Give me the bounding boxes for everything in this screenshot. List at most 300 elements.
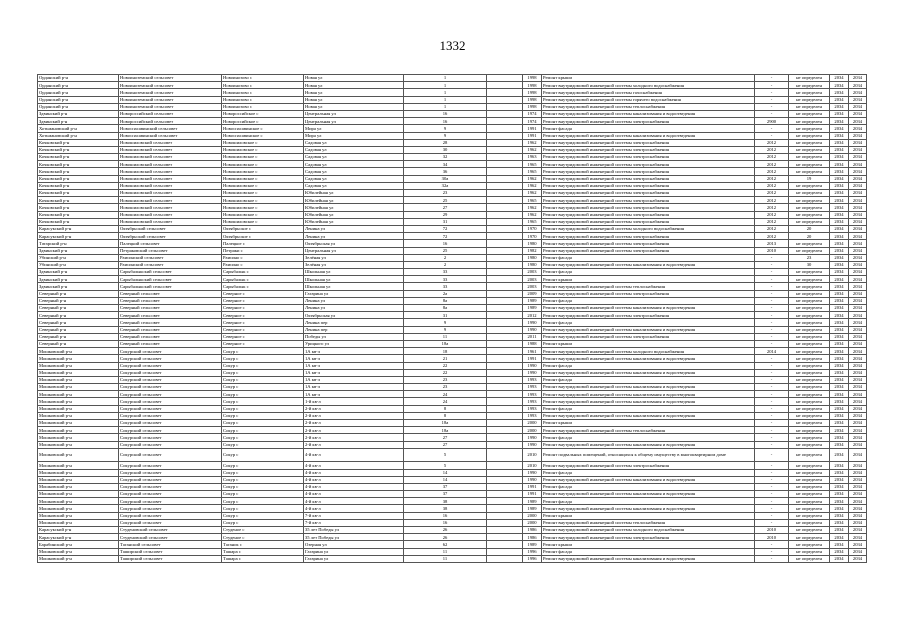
cell-settlement: Сокур с bbox=[222, 483, 304, 490]
cell-house: 27 bbox=[404, 434, 487, 441]
cell-letter bbox=[487, 261, 523, 268]
cell-settlement: Сокур с bbox=[222, 355, 304, 362]
cell-work: Ремонт фасада bbox=[542, 254, 755, 261]
cell-district: Мошковский р-н bbox=[38, 512, 119, 519]
cell-letter bbox=[487, 355, 523, 362]
cell-work: Ремонт фасада bbox=[542, 469, 755, 476]
cell-council: Новошиловский сельсовет bbox=[119, 197, 222, 204]
table-row bbox=[38, 541, 867, 548]
cell-end: 2034 bbox=[849, 312, 867, 319]
cell-council: Таганский сельсовет bbox=[119, 541, 222, 548]
cell-street: Мира ул bbox=[304, 132, 404, 139]
cell-work: Ремонт внутридомовой инженерной системы электроснабжения bbox=[542, 233, 755, 240]
table-row bbox=[38, 391, 867, 398]
cell-council: Сокурский сельсовет bbox=[119, 441, 222, 448]
cell-period: не определен bbox=[789, 441, 830, 448]
cell-street: Ленина ул bbox=[304, 305, 404, 312]
cell-period: не определен bbox=[789, 240, 830, 247]
cell-letter bbox=[487, 96, 523, 103]
table-row bbox=[38, 448, 867, 462]
cell-district: Мошковский р-н bbox=[38, 469, 119, 476]
cell-end: 2034 bbox=[849, 476, 867, 483]
cell-letter bbox=[487, 340, 523, 347]
table-row bbox=[38, 398, 867, 405]
cell-settlement: Сокур с bbox=[222, 505, 304, 512]
cell-district: Здвинский р-н bbox=[38, 118, 119, 125]
cell-start: 2034 bbox=[830, 283, 849, 290]
cell-cost: - bbox=[755, 261, 789, 268]
cell-house: 14 bbox=[404, 476, 487, 483]
cell-start: 2034 bbox=[830, 89, 849, 96]
cell-work: Ремонт внутридомовой инженерной системы теплоснабжения bbox=[542, 103, 755, 110]
cell-cost: - bbox=[755, 132, 789, 139]
cell-letter bbox=[487, 527, 523, 534]
cell-street: Садовая ул bbox=[304, 146, 404, 153]
table-row bbox=[38, 548, 867, 555]
cell-cost: 2012 bbox=[755, 139, 789, 146]
cell-start: 2034 bbox=[830, 355, 849, 362]
cell-period: не определен bbox=[789, 469, 830, 476]
cell-letter bbox=[487, 326, 523, 333]
cell-letter bbox=[487, 512, 523, 519]
cell-letter bbox=[487, 175, 523, 182]
cell-district: Кочковский р-н bbox=[38, 175, 119, 182]
cell-year: 1998 bbox=[523, 82, 542, 89]
cell-district: Карасукский р-н bbox=[38, 527, 119, 534]
cell-start: 2034 bbox=[830, 376, 849, 383]
cell-end: 2034 bbox=[849, 555, 867, 562]
cell-start: 2034 bbox=[830, 398, 849, 405]
cell-start: 2034 bbox=[830, 118, 849, 125]
cell-council: Северный сельсовет bbox=[119, 319, 222, 326]
cell-district: Кочковский р-н bbox=[38, 182, 119, 189]
cell-cost: 2012 bbox=[755, 161, 789, 168]
cell-work: Ремонт внутридомовой инженерной системы теплоснабжения bbox=[542, 283, 755, 290]
table-row bbox=[38, 103, 867, 110]
cell-district: Убинский р-н bbox=[38, 261, 119, 268]
cell-cost: 2900 bbox=[755, 118, 789, 125]
cell-year: 1990 bbox=[523, 469, 542, 476]
cell-street: Новая ул bbox=[304, 96, 404, 103]
cell-council: Сокурский сельсовет bbox=[119, 434, 222, 441]
cell-end: 2034 bbox=[849, 519, 867, 526]
cell-end: 2034 bbox=[849, 541, 867, 548]
cell-end: 2034 bbox=[849, 441, 867, 448]
cell-work: Ремонт внутридомовой инженерной системы электроснабжения bbox=[542, 333, 755, 340]
cell-end: 2034 bbox=[849, 103, 867, 110]
table-row bbox=[38, 340, 867, 347]
cell-house: 18а bbox=[404, 420, 487, 427]
cell-cost: - bbox=[755, 312, 789, 319]
cell-work: Ремонт внутридомовой инженерной системы канализования и водоотведения bbox=[542, 355, 755, 362]
cell-start: 2034 bbox=[830, 319, 849, 326]
cell-letter bbox=[487, 146, 523, 153]
cell-end: 2034 bbox=[849, 240, 867, 247]
cell-period: не определен bbox=[789, 448, 830, 462]
cell-work: Ремонт внутридомовой инженерной системы электроснабжения bbox=[542, 154, 755, 161]
table-row bbox=[38, 476, 867, 483]
cell-cost: - bbox=[755, 82, 789, 89]
cell-work: Ремонт внутридомовой инженерной системы электроснабжения bbox=[542, 175, 755, 182]
cell-council: Новоиноземский сельсовет bbox=[119, 103, 222, 110]
cell-cost: 2012 bbox=[755, 154, 789, 161]
cell-district: Кочковский р-н bbox=[38, 190, 119, 197]
cell-year: 1962 bbox=[523, 146, 542, 153]
cell-street: Ленина ул bbox=[304, 233, 404, 240]
cell-work: Ремонт фасада bbox=[542, 319, 755, 326]
cell-street: 7-й кв-л bbox=[304, 512, 404, 519]
cell-house: 24 bbox=[404, 398, 487, 405]
cell-street: 2-й кв-л bbox=[304, 441, 404, 448]
cell-end: 2034 bbox=[849, 362, 867, 369]
cell-year: 1990 bbox=[523, 362, 542, 369]
cell-house: 22 bbox=[404, 369, 487, 376]
cell-street: 1А кв-л bbox=[304, 384, 404, 391]
cell-street: Новая ул bbox=[304, 103, 404, 110]
cell-letter bbox=[487, 132, 523, 139]
cell-start: 2034 bbox=[830, 420, 849, 427]
cell-council: Новошиловский сельсовет bbox=[119, 182, 222, 189]
cell-house: 26 bbox=[404, 534, 487, 541]
table-row bbox=[38, 297, 867, 304]
cell-period: не определен bbox=[789, 204, 830, 211]
cell-work: Ремонт фасада bbox=[542, 269, 755, 276]
cell-house: 21 bbox=[404, 355, 487, 362]
cell-year: 1993 bbox=[523, 376, 542, 383]
table-row bbox=[38, 283, 867, 290]
cell-district: Мошковский р-н bbox=[38, 348, 119, 355]
cell-settlement: Октябрьское с bbox=[222, 233, 304, 240]
cell-start: 2034 bbox=[830, 110, 849, 117]
cell-end: 2034 bbox=[849, 132, 867, 139]
cell-house: 38 bbox=[404, 498, 487, 505]
cell-year: 1990 bbox=[523, 476, 542, 483]
cell-cost: - bbox=[755, 491, 789, 498]
cell-letter bbox=[487, 211, 523, 218]
cell-street: Юбилейная ул bbox=[304, 197, 404, 204]
cell-end: 2034 bbox=[849, 261, 867, 268]
cell-settlement: Раисино с bbox=[222, 261, 304, 268]
cell-cost: 2012 bbox=[755, 233, 789, 240]
cell-settlement: Сокур с bbox=[222, 498, 304, 505]
cell-street: Гагарина ул bbox=[304, 555, 404, 562]
cell-district: Мошковский р-н bbox=[38, 505, 119, 512]
cell-district: Мошковский р-н bbox=[38, 441, 119, 448]
cell-house: 1 bbox=[404, 89, 487, 96]
cell-year: 1998 bbox=[523, 103, 542, 110]
cell-house: 23 bbox=[404, 376, 487, 383]
cell-period: не определен bbox=[789, 312, 830, 319]
cell-house: 16 bbox=[404, 519, 487, 526]
cell-year: 2003 bbox=[523, 276, 542, 283]
cell-year: 1965 bbox=[523, 168, 542, 175]
cell-end: 2034 bbox=[849, 333, 867, 340]
cell-settlement: Сокур с bbox=[222, 434, 304, 441]
cell-council: Новошиловский сельсовет bbox=[119, 211, 222, 218]
table-body bbox=[38, 75, 867, 563]
cell-start: 2034 bbox=[830, 448, 849, 462]
table-row bbox=[38, 312, 867, 319]
cell-council: Сокурский сельсовет bbox=[119, 427, 222, 434]
cell-street: Юбилейная ул bbox=[304, 218, 404, 225]
cell-end: 2034 bbox=[849, 376, 867, 383]
cell-district: Здвинский р-н bbox=[38, 276, 119, 283]
cell-period: не определен bbox=[789, 434, 830, 441]
cell-letter bbox=[487, 82, 523, 89]
cell-street: 4-й кв-л bbox=[304, 483, 404, 490]
cell-work: Ремонт крыши bbox=[542, 340, 755, 347]
cell-house: 72 bbox=[404, 225, 487, 232]
cell-council: Сокурский сельсовет bbox=[119, 483, 222, 490]
cell-council: Новошиловский сельсовет bbox=[119, 218, 222, 225]
cell-letter bbox=[487, 434, 523, 441]
cell-cost: - bbox=[755, 505, 789, 512]
cell-end: 2034 bbox=[849, 420, 867, 427]
cell-start: 2034 bbox=[830, 527, 849, 534]
cell-council: Сокурский сельсовет bbox=[119, 376, 222, 383]
cell-house: 8 bbox=[404, 412, 487, 419]
table-row bbox=[38, 161, 867, 168]
cell-year: 1974 bbox=[523, 110, 542, 117]
cell-cost: 2012 bbox=[755, 175, 789, 182]
cell-start: 2034 bbox=[830, 541, 849, 548]
cell-street: 4-й кв-л bbox=[304, 505, 404, 512]
cell-district: Кочковский р-н bbox=[38, 154, 119, 161]
cell-district: Мошковский р-н bbox=[38, 555, 119, 562]
cell-street: Садовая ул bbox=[304, 168, 404, 175]
cell-street: Зелёная ул bbox=[304, 261, 404, 268]
cell-district: Орданский р-н bbox=[38, 89, 119, 96]
cell-end: 2034 bbox=[849, 412, 867, 419]
cell-cost: 2012 bbox=[755, 197, 789, 204]
cell-period: не определен bbox=[789, 548, 830, 555]
cell-council: Северный сельсовет bbox=[119, 297, 222, 304]
cell-district: Орданский р-н bbox=[38, 82, 119, 89]
cell-district: Мошковский р-н bbox=[38, 398, 119, 405]
cell-year: 1989 bbox=[523, 297, 542, 304]
cell-end: 2034 bbox=[849, 340, 867, 347]
cell-letter bbox=[487, 197, 523, 204]
cell-start: 2034 bbox=[830, 139, 849, 146]
cell-council: Новоиноземский сельсовет bbox=[119, 89, 222, 96]
cell-cost: - bbox=[755, 384, 789, 391]
table-row bbox=[38, 75, 867, 82]
cell-letter bbox=[487, 190, 523, 197]
cell-period: не определен bbox=[789, 319, 830, 326]
cell-end: 2034 bbox=[849, 247, 867, 254]
cell-cost: 2012 bbox=[755, 146, 789, 153]
cell-settlement: Палецкое с bbox=[222, 240, 304, 247]
cell-start: 2034 bbox=[830, 491, 849, 498]
cell-street: Мира ул bbox=[304, 125, 404, 132]
cell-cost: - bbox=[755, 441, 789, 448]
cell-district: Кочковский р-н bbox=[38, 197, 119, 204]
cell-house: 11 bbox=[404, 555, 487, 562]
cell-cost: 2012 bbox=[755, 218, 789, 225]
cell-year: 1962 bbox=[523, 190, 542, 197]
cell-work: Ремонт внутридомовой инженерной системы холодного водоснабжения bbox=[542, 82, 755, 89]
cell-end: 2034 bbox=[849, 355, 867, 362]
cell-period: не определен bbox=[789, 505, 830, 512]
cell-work: Ремонт крыши bbox=[542, 276, 755, 283]
cell-year: 1989 bbox=[523, 505, 542, 512]
cell-year: 1988 bbox=[523, 340, 542, 347]
cell-settlement: Новошиловское с bbox=[222, 139, 304, 146]
cell-letter bbox=[487, 398, 523, 405]
cell-district: Здвинский р-н bbox=[38, 269, 119, 276]
cell-year: 1963 bbox=[523, 154, 542, 161]
cell-start: 2034 bbox=[830, 505, 849, 512]
cell-cost: 2012 bbox=[755, 168, 789, 175]
cell-council: Северный сельсовет bbox=[119, 326, 222, 333]
cell-street: Ленина пер bbox=[304, 326, 404, 333]
cell-year: 1989 bbox=[523, 541, 542, 548]
cell-period: не определен bbox=[789, 369, 830, 376]
cell-street: Урицкого ул bbox=[304, 340, 404, 347]
cell-cost: - bbox=[755, 305, 789, 312]
table-row bbox=[38, 434, 867, 441]
cell-street: 1А кв-л bbox=[304, 369, 404, 376]
cell-settlement: Новошиловское с bbox=[222, 190, 304, 197]
cell-work: Ремонт внутридомовой инженерной системы электроснабжения bbox=[542, 290, 755, 297]
cell-start: 2034 bbox=[830, 369, 849, 376]
cell-start: 2034 bbox=[830, 333, 849, 340]
cell-house: 36 bbox=[404, 168, 487, 175]
cell-cost: - bbox=[755, 519, 789, 526]
cell-year: 2000 bbox=[523, 519, 542, 526]
cell-street: Гагарина ул bbox=[304, 290, 404, 297]
cell-letter bbox=[487, 362, 523, 369]
cell-cost: - bbox=[755, 498, 789, 505]
cell-year: 1991 bbox=[523, 125, 542, 132]
cell-end: 2034 bbox=[849, 462, 867, 469]
cell-house: 2 bbox=[404, 261, 487, 268]
cell-end: 2034 bbox=[849, 469, 867, 476]
cell-council: Сокурский сельсовет bbox=[119, 398, 222, 405]
cell-period: не определен bbox=[789, 384, 830, 391]
cell-year: 1961 bbox=[523, 348, 542, 355]
cell-end: 2034 bbox=[849, 319, 867, 326]
cell-district: Кочковский р-н bbox=[38, 211, 119, 218]
cell-district: Орданский р-н bbox=[38, 96, 119, 103]
cell-end: 2034 bbox=[849, 146, 867, 153]
cell-district: Северный р-н bbox=[38, 297, 119, 304]
cell-year: 2010 bbox=[523, 462, 542, 469]
cell-letter bbox=[487, 110, 523, 117]
cell-end: 2034 bbox=[849, 534, 867, 541]
cell-end: 2034 bbox=[849, 512, 867, 519]
cell-council: Новошиловский сельсовет bbox=[119, 139, 222, 146]
cell-end: 2034 bbox=[849, 161, 867, 168]
cell-street: Новая ул bbox=[304, 89, 404, 96]
cell-cost: - bbox=[755, 548, 789, 555]
cell-house: 25 bbox=[404, 197, 487, 204]
cell-street: Центральная ул bbox=[304, 118, 404, 125]
cell-settlement: Северное с bbox=[222, 319, 304, 326]
cell-street: 4-й кв-л bbox=[304, 491, 404, 498]
cell-house: 27 bbox=[404, 441, 487, 448]
cell-letter bbox=[487, 154, 523, 161]
cell-street: Юбилейная ул bbox=[304, 190, 404, 197]
cell-house: 26 bbox=[404, 527, 487, 534]
cell-work: Ремонт внутридомовой инженерной системы канализования и водоотведения bbox=[542, 326, 755, 333]
table-row bbox=[38, 211, 867, 218]
cell-house: 30 bbox=[404, 146, 487, 153]
cell-end: 2034 bbox=[849, 269, 867, 276]
cell-work: Ремонт внутридомовой инженерной системы канализования и водоотведения bbox=[542, 555, 755, 562]
cell-house: 1 bbox=[404, 96, 487, 103]
cell-work: Ремонт внутридомовой инженерной системы электроснабжения bbox=[542, 190, 755, 197]
cell-council: Сарыбалыкский сельсовет bbox=[119, 276, 222, 283]
cell-period: не определен bbox=[789, 362, 830, 369]
cell-work: Ремонт внутридомовой инженерной системы канализования и водоотведения bbox=[542, 261, 755, 268]
cell-letter bbox=[487, 290, 523, 297]
cell-settlement: Северное с bbox=[222, 297, 304, 304]
cell-end: 2034 bbox=[849, 527, 867, 534]
cell-street: Центральная ул bbox=[304, 247, 404, 254]
cell-work: Ремонт внутридомовой инженерной системы электроснабжения bbox=[542, 146, 755, 153]
cell-work: Ремонт внутридомовой инженерной системы электроснабжения bbox=[542, 247, 755, 254]
cell-year: 1965 bbox=[523, 161, 542, 168]
cell-street: Гагарина ул bbox=[304, 548, 404, 555]
cell-start: 2034 bbox=[830, 469, 849, 476]
cell-work: Ремонт фасада bbox=[542, 498, 755, 505]
cell-council: Северный сельсовет bbox=[119, 305, 222, 312]
cell-settlement: Студеное с bbox=[222, 527, 304, 534]
cell-settlement: Северное с bbox=[222, 326, 304, 333]
cell-letter bbox=[487, 103, 523, 110]
cell-end: 2034 bbox=[849, 505, 867, 512]
cell-work: Ремонт внутридомовой инженерной системы канализования и водоотведения bbox=[542, 305, 755, 312]
cell-start: 2034 bbox=[830, 391, 849, 398]
cell-cost: - bbox=[755, 405, 789, 412]
cell-district: Кочковский р-н bbox=[38, 168, 119, 175]
cell-district: Мошковский р-н bbox=[38, 519, 119, 526]
cell-period: не определен bbox=[789, 420, 830, 427]
cell-street: 35 лет Победы ул bbox=[304, 527, 404, 534]
cell-settlement: Раисино с bbox=[222, 254, 304, 261]
cell-settlement: Сокур с bbox=[222, 491, 304, 498]
table-row bbox=[38, 168, 867, 175]
cell-settlement: Новоспасавинское с bbox=[222, 125, 304, 132]
cell-cost: - bbox=[755, 427, 789, 434]
cell-end: 2034 bbox=[849, 391, 867, 398]
cell-street: 4-й кв-л bbox=[304, 462, 404, 469]
cell-council: Раисинский сельсовет bbox=[119, 261, 222, 268]
cell-period: не определен bbox=[789, 405, 830, 412]
cell-year: 1974 bbox=[523, 118, 542, 125]
cell-letter bbox=[487, 405, 523, 412]
cell-period: не определен bbox=[789, 376, 830, 383]
cell-council: Новоспасавинский сельсовет bbox=[119, 125, 222, 132]
cell-cost: - bbox=[755, 391, 789, 398]
cell-street: 4-й кв-л bbox=[304, 448, 404, 462]
cell-work: Ремонт фасада bbox=[542, 483, 755, 490]
cell-settlement: Новоинозово с bbox=[222, 75, 304, 82]
cell-cost: - bbox=[755, 297, 789, 304]
cell-work: Ремонт внутридомовой инженерной системы канализования и водоотведения bbox=[542, 384, 755, 391]
cell-period: не определен bbox=[789, 498, 830, 505]
cell-settlement: Новоинозово с bbox=[222, 96, 304, 103]
cell-letter bbox=[487, 254, 523, 261]
cell-year: 1993 bbox=[523, 384, 542, 391]
cell-house: 31 bbox=[404, 218, 487, 225]
cell-work: Ремонт фасада bbox=[542, 376, 755, 383]
cell-year: 2000 bbox=[523, 512, 542, 519]
cell-start: 2034 bbox=[830, 211, 849, 218]
cell-period: не определен bbox=[789, 283, 830, 290]
cell-council: Сарыбалыкский сельсовет bbox=[119, 283, 222, 290]
